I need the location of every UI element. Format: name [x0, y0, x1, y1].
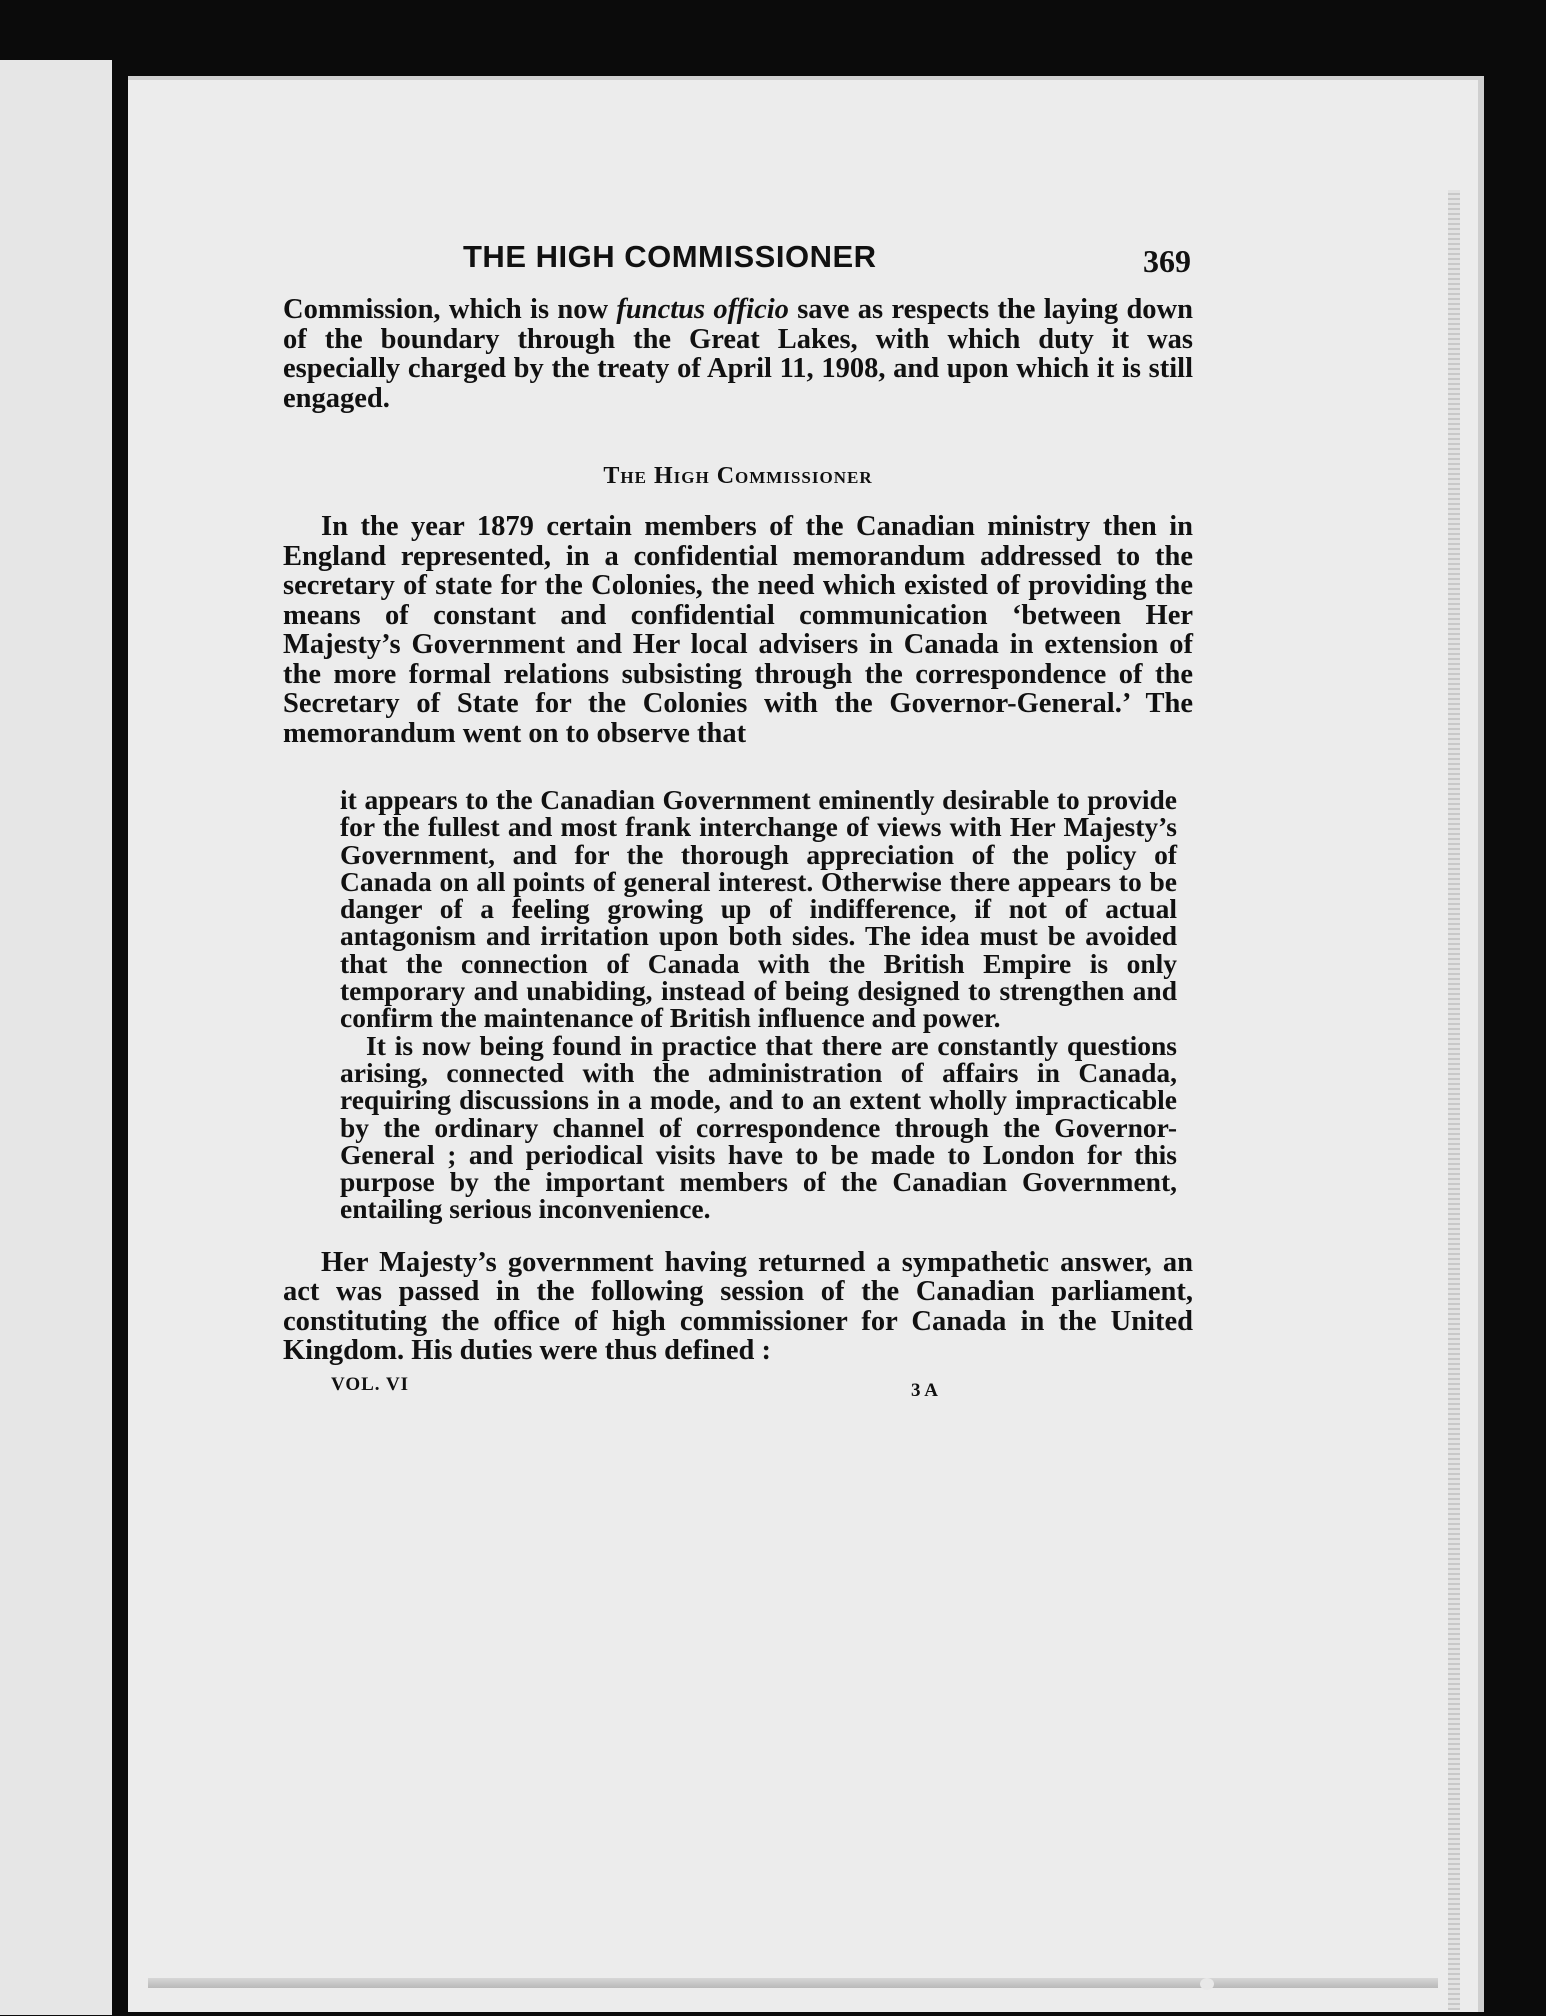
block-quote [340, 786, 1177, 1223]
intro-paragraph [283, 295, 1193, 413]
text-block [283, 235, 1193, 1414]
intro-text-start: Commission, which is now [283, 294, 617, 325]
scan-speck [1200, 1978, 1214, 1990]
sheet-signature: 3 A [911, 1379, 938, 1401]
quote-paragraph-2: It is now being found in practice that there are constantly questions arising, connected with the administration of affairs in Canada, requiring discussions in a mode, and to an extent wholly impracticable by the ordinary channel of correspondence through the Governor-General ; and periodical visits have to be made to London for this purpose by the important members of the Canadian Government, entailing serious inconvenience. [340, 1029, 1177, 1225]
page-edge-shadow [1448, 190, 1460, 2010]
paragraph-memorandum: In the year 1879 certain members of the Canadian ministry then in England represented, in a confidential memorandum addressed to the secretary of state for the Colonies, the need which existed of providing the means of constant and confidential communication ‘between Her Majesty’s Government and Her local advisers in Canada in extension of the more formal relations subsisting through the correspondence of the Secretary of State for the Colonies with the Governor-General.’ The memorandum went on to observe that [283, 511, 1193, 749]
book-page [128, 76, 1484, 2012]
page-footer [283, 1374, 1193, 1414]
section-heading: The High Commissioner [603, 463, 873, 489]
quote-paragraph-1: it appears to the Canadian Government eminently desirable to provide for the fullest and most frank interchange of views with Her Majesty’s Government, and for the thorough appreciation of the policy of Canada on all points of general interest. Otherwise there appears to be danger of a feeling growing up of indifference, if not of actual antagonism and irritation upon both sides. The idea must be avoided that the connection of Canada with the British Empire is only temporary and unabiding, instead of being designed to strengthen and confirm the maintenance of British influence and power. [340, 784, 1177, 1034]
intro-text-end: save as respects the laying down of the boundary through the Great Lakes, with which duty it was especially charged by the treaty of April 11, 1908, and upon which it is still engaged. [283, 294, 1193, 414]
paragraph-act: Her Majesty’s government having returned a sympathetic answer, an act was passed in the following session of the Canadian parliament, constituting the office of high commissioner for Canada in the United Kingdom. His duties were thus defined : [283, 1246, 1193, 1367]
volume-signature: VOL. VI [331, 1373, 410, 1395]
running-title: THE HIGH COMMISSIONER [463, 239, 877, 274]
page-number: 369 [1143, 243, 1191, 279]
running-head [283, 235, 1193, 295]
latin-phrase: functus officio [616, 294, 789, 325]
page-bottom-edge [148, 1978, 1438, 1988]
adjacent-page-edge [0, 60, 112, 2015]
